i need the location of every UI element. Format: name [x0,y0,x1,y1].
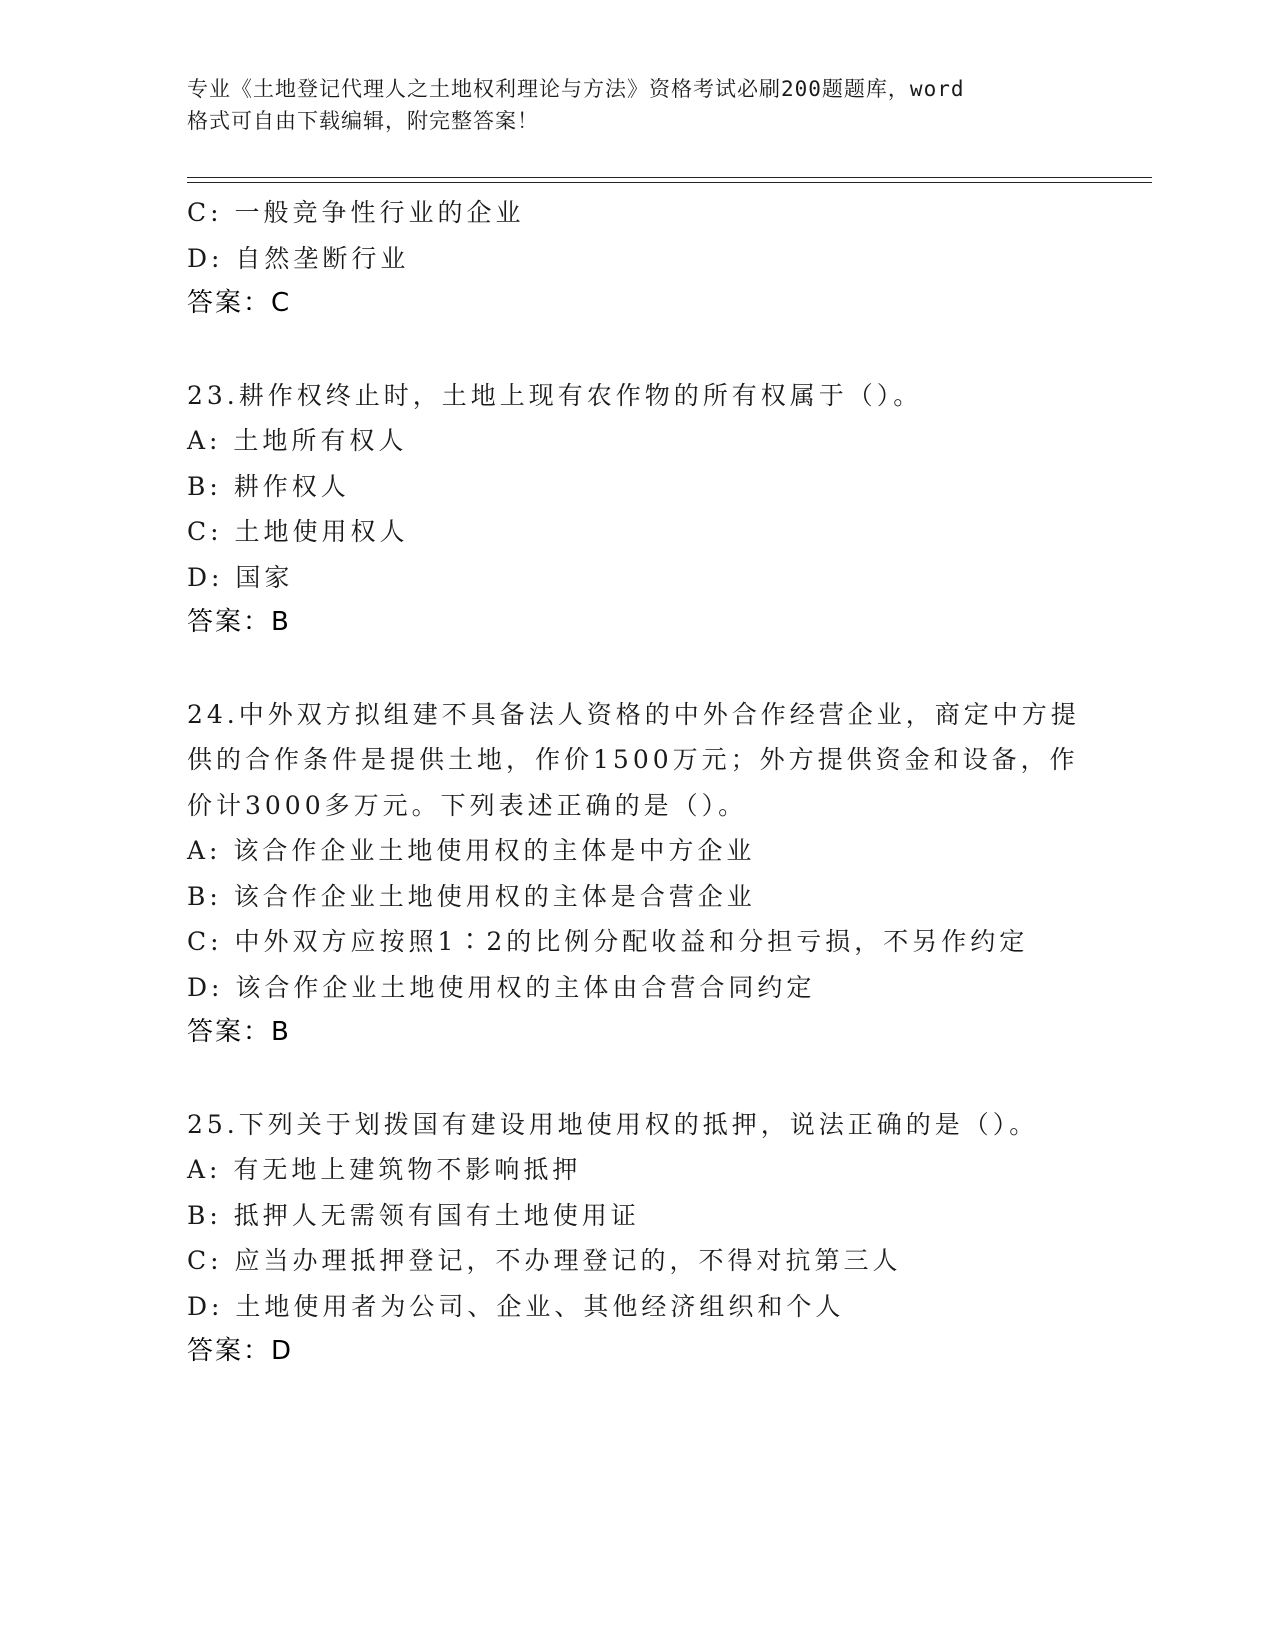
question-22-continued [187,190,1067,327]
stem-line: 25.下列关于划拨国有建设用地使用权的抵押，说法正确的是（）。 [187,1109,1039,1139]
question-stem [187,373,1067,419]
option-b: B: 抵押人无需领有国有土地使用证 [187,1200,640,1230]
answer-label: 答案：D [187,1336,294,1366]
option-a: A: 土地所有权人 [187,426,408,455]
question-25 [187,1102,1067,1375]
question-stem [187,692,1080,829]
option-d: D: 该合作企业土地使用权的主体由合营合同约定 [187,972,816,1002]
answer-label: 答案：B [187,1017,291,1047]
option-c: C: 应当办理抵押登记，不办理登记的，不得对抗第三人 [187,1246,902,1275]
stem-line: 23.耕作权终止时，土地上现有农作物的所有权属于（）。 [187,380,923,410]
option-c: C: 土地使用权人 [187,517,409,546]
header-line-2: 格式可自由下载编辑，附完整答案！ [187,109,539,133]
option-b: B: 耕作权人 [187,471,350,501]
stem-line: 供的合作条件是提供土地，作价1500万元；外方提供资金和设备，作 [187,745,1079,774]
option-a: A: 有无地上建筑物不影响抵押 [187,1155,582,1184]
header-divider-top [187,177,1152,178]
document-header [187,73,1067,137]
question-23 [187,373,1067,646]
question-stem [187,1102,1067,1148]
option-a: A: 该合作企业土地使用权的主体是中方企业 [187,836,756,865]
answer-label: 答案：B [187,607,291,637]
question-list [187,190,1080,1375]
header-divider-bottom [187,182,1152,183]
option-b: B: 该合作企业土地使用权的主体是合营企业 [187,881,756,911]
stem-line: 24.中外双方拟组建不具备法人资格的中外合作经营企业，商定中方提 [187,699,1080,729]
option-d: D: 国家 [187,562,294,592]
answer-label: 答案：C [187,288,292,318]
option-d: D: 自然垄断行业 [187,243,410,273]
header-line-1: 专业《土地登记代理人之土地权利理论与方法》资格考试必刷200题题库，word [187,77,965,101]
question-24 [187,692,1080,1056]
stem-line: 价计3000多万元。下列表述正确的是（）。 [187,790,748,820]
option-c: C: 中外双方应按照1∶2的比例分配收益和分担亏损，不另作约定 [187,927,1029,956]
option-d: D: 土地使用者为公司、企业、其他经济组织和个人 [187,1291,845,1321]
option-c: C: 一般竞争性行业的企业 [187,198,525,227]
